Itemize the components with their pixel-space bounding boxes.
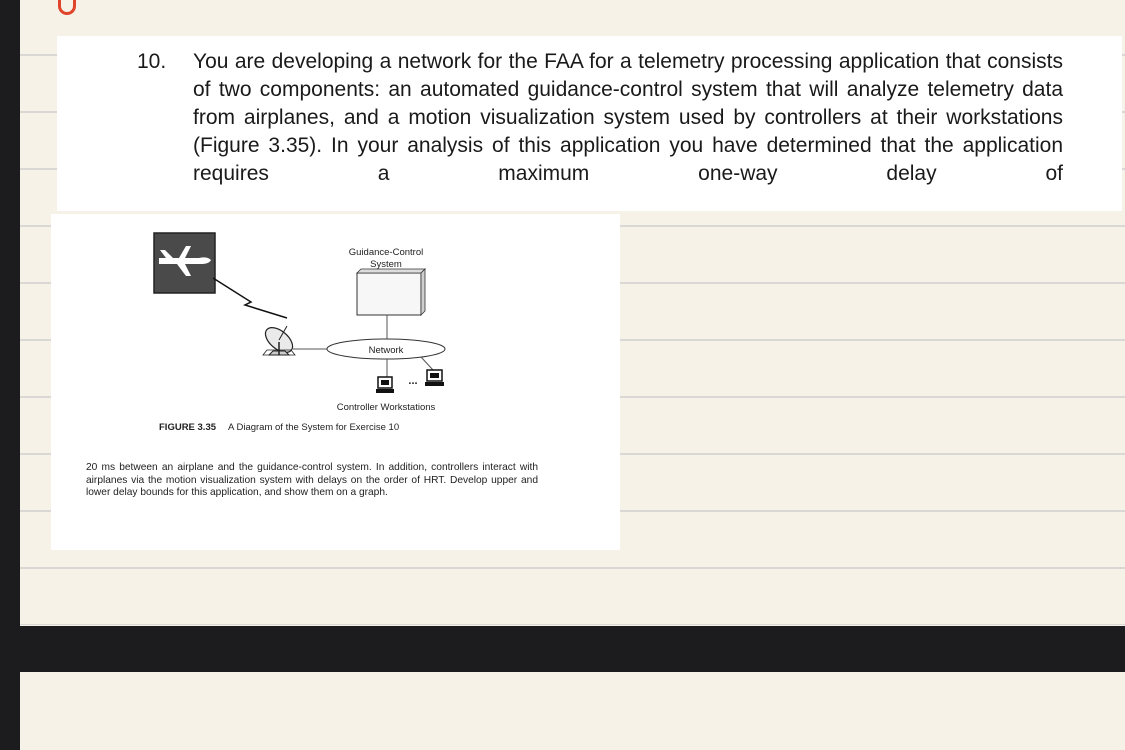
figure-caption-text: A Diagram of the System for Exercise 10 <box>228 422 400 433</box>
continuation-text: 20 ms between an airplane and the guidance-control system. In addition, controllers interact with airplanes via the motion visualization system with delays on the order of HRT. Develop upper and lower delay bounds for this application, and show them on a graph. <box>86 462 538 498</box>
network-label: Network <box>368 345 404 356</box>
question-text: You are developing a network for the FAA for a telemetry processing application that consists of two components: an automated guidance-control system that will analyze telemetry data from airplanes, and a motion visualization system used by controllers at their workstations (Figure 3.35). In your analysis of this application you have determined that the application requires a maximum one-way delay of <box>193 50 1063 185</box>
guidance-control-label: Guidance-Control <box>348 247 424 258</box>
system-diagram <box>51 214 620 424</box>
satellite-dish-icon <box>261 323 297 357</box>
note-page <box>20 0 1125 626</box>
figure-caption <box>159 422 399 433</box>
question-number: 10. <box>137 50 167 73</box>
guidance-control-box <box>357 269 425 315</box>
next-note-page <box>20 672 1125 750</box>
figure-caption-label: FIGURE 3.35 <box>159 422 217 433</box>
guidance-control-label-2: System <box>370 259 402 270</box>
red-ink-mark <box>58 0 76 15</box>
workstations-label: Controller Workstations <box>336 402 436 413</box>
workstation-ellipsis: ... <box>408 375 418 387</box>
workstation-icon-2 <box>425 370 444 386</box>
figure-excerpt <box>51 214 620 550</box>
workstation-icon <box>376 377 394 393</box>
wireless-link <box>213 278 287 318</box>
question-excerpt <box>57 36 1122 211</box>
airplane-icon <box>154 233 215 293</box>
